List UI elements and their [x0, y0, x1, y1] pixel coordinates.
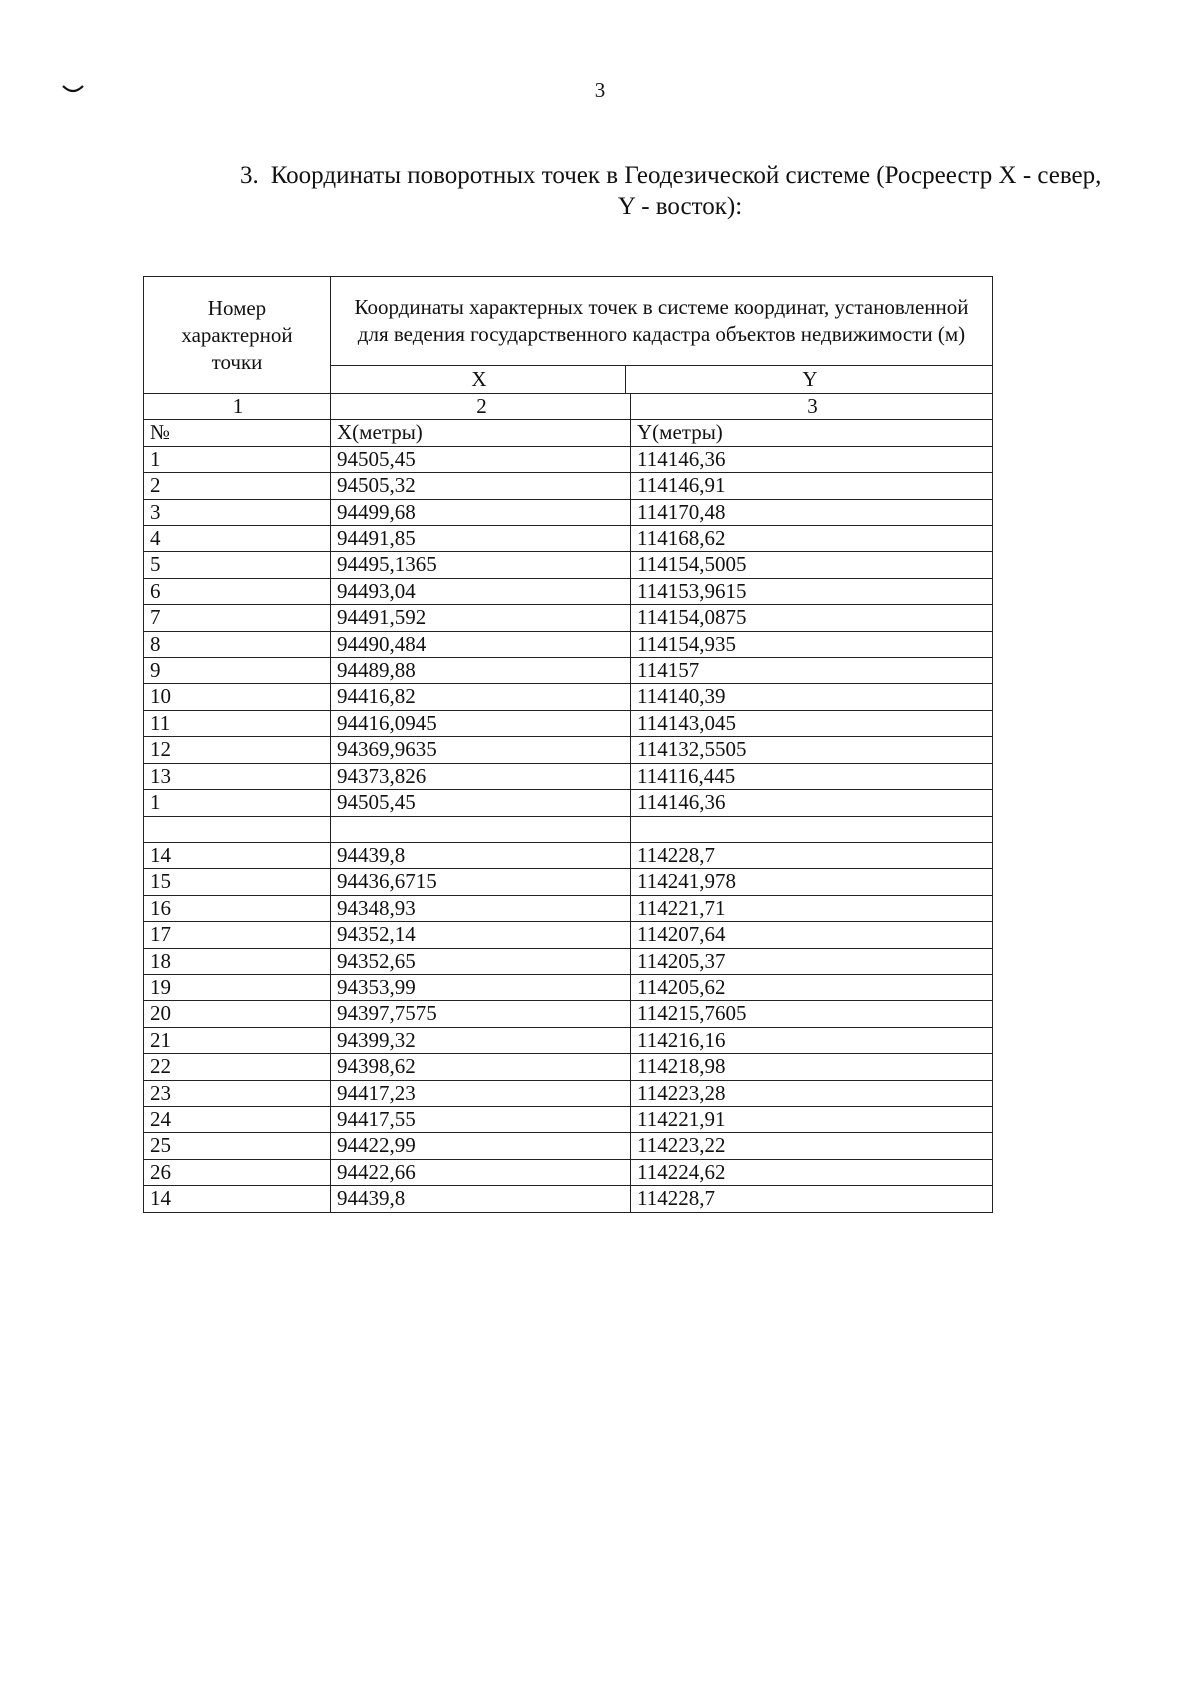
table-row — [144, 1054, 993, 1080]
y-coordinate-cell: 114116,445 — [631, 763, 993, 789]
coordinates-rows — [144, 446, 993, 1212]
x-coordinate-cell: 94353,99 — [331, 974, 631, 1000]
table-row — [144, 658, 993, 684]
table-row — [144, 922, 993, 948]
table-row — [144, 948, 993, 974]
point-number-cell: 24 — [144, 1106, 331, 1132]
section-heading-line1: Координаты поворотных точек в Геодезической системе (Росреестр X - север, — [270, 162, 1102, 189]
table-row — [144, 499, 993, 525]
point-number-cell: 10 — [144, 684, 331, 710]
x-coordinate-cell: 94422,99 — [331, 1133, 631, 1159]
table-row — [144, 446, 993, 472]
y-coordinate-cell: 114228,7 — [631, 842, 993, 868]
table-row — [144, 1001, 993, 1027]
x-coordinate-cell: 94369,9635 — [331, 737, 631, 763]
table-row — [144, 1027, 993, 1053]
section-heading — [240, 160, 1120, 222]
point-number-cell: 17 — [144, 922, 331, 948]
table-row — [144, 1080, 993, 1106]
y-coordinate-cell: 114221,91 — [631, 1106, 993, 1132]
table-row — [144, 631, 993, 657]
point-number-cell: 1 — [144, 790, 331, 816]
point-number-cell: 16 — [144, 895, 331, 921]
column-number-3: 3 — [631, 394, 993, 420]
table-row — [144, 895, 993, 921]
y-coordinate-cell: 114205,37 — [631, 948, 993, 974]
section-heading-line2: Y - восток): — [617, 193, 743, 220]
table-row — [144, 605, 993, 631]
y-coordinate-cell — [631, 816, 993, 842]
table-row — [144, 552, 993, 578]
x-coordinate-cell: 94495,1365 — [331, 552, 631, 578]
y-coordinate-cell: 114170,48 — [631, 499, 993, 525]
x-coordinate-cell: 94499,68 — [331, 499, 631, 525]
coordinates-table — [143, 276, 993, 1213]
x-coordinate-cell: 94399,32 — [331, 1027, 631, 1053]
y-coordinate-cell: 114146,36 — [631, 790, 993, 816]
point-number-cell: 23 — [144, 1080, 331, 1106]
header-point-number: Номер характерной точки — [144, 277, 331, 394]
point-number-cell: 15 — [144, 869, 331, 895]
point-number-cell — [144, 816, 331, 842]
table-row — [144, 1159, 993, 1185]
x-coordinate-cell: 94397,7575 — [331, 1001, 631, 1027]
y-coordinate-cell: 114218,98 — [631, 1054, 993, 1080]
table-row — [144, 974, 993, 1000]
column-number-2: 2 — [331, 394, 631, 420]
point-number-cell: 14 — [144, 1186, 331, 1212]
column-title-y: Y(метры) — [631, 420, 993, 446]
x-coordinate-cell: 94417,23 — [331, 1080, 631, 1106]
y-coordinate-cell: 114228,7 — [631, 1186, 993, 1212]
header-coordinates: Координаты характерных точек в системе координат, установленной для ведения государственного кадастра объектов недвижимости (м) — [331, 277, 993, 366]
table-row — [144, 578, 993, 604]
y-coordinate-cell: 114154,5005 — [631, 552, 993, 578]
x-coordinate-cell: 94436,6715 — [331, 869, 631, 895]
x-coordinate-cell: 94352,65 — [331, 948, 631, 974]
table-row — [144, 790, 993, 816]
table-row — [144, 1133, 993, 1159]
x-coordinate-cell: 94398,62 — [331, 1054, 631, 1080]
point-number-cell: 21 — [144, 1027, 331, 1053]
x-coordinate-cell: 94505,45 — [331, 446, 631, 472]
x-coordinate-cell: 94490,484 — [331, 631, 631, 657]
point-number-cell: 4 — [144, 526, 331, 552]
x-coordinate-cell: 94348,93 — [331, 895, 631, 921]
y-coordinate-cell: 114205,62 — [631, 974, 993, 1000]
y-coordinate-cell: 114154,935 — [631, 631, 993, 657]
y-coordinate-cell: 114223,28 — [631, 1080, 993, 1106]
point-number-cell: 8 — [144, 631, 331, 657]
x-coordinate-cell: 94491,592 — [331, 605, 631, 631]
point-number-cell: 20 — [144, 1001, 331, 1027]
y-coordinate-cell: 114168,62 — [631, 526, 993, 552]
x-coordinate-cell: 94505,32 — [331, 473, 631, 499]
table-row — [144, 1106, 993, 1132]
point-number-cell: 7 — [144, 605, 331, 631]
y-coordinate-cell: 114223,22 — [631, 1133, 993, 1159]
y-coordinate-cell: 114157 — [631, 658, 993, 684]
x-coordinate-cell: 94489,88 — [331, 658, 631, 684]
x-coordinate-cell — [331, 816, 631, 842]
x-coordinate-cell: 94416,0945 — [331, 710, 631, 736]
y-coordinate-cell: 114221,71 — [631, 895, 993, 921]
x-coordinate-cell: 94352,14 — [331, 922, 631, 948]
column-title-x: X(метры) — [331, 420, 631, 446]
y-coordinate-cell: 114146,36 — [631, 446, 993, 472]
table-row — [144, 869, 993, 895]
point-number-cell: 1 — [144, 446, 331, 472]
x-coordinate-cell: 94373,826 — [331, 763, 631, 789]
table-row — [144, 473, 993, 499]
table-row — [144, 1186, 993, 1212]
y-coordinate-cell: 114140,39 — [631, 684, 993, 710]
table-row — [144, 763, 993, 789]
y-coordinate-cell: 114216,16 — [631, 1027, 993, 1053]
table-row — [144, 842, 993, 868]
y-coordinate-cell: 114207,64 — [631, 922, 993, 948]
table-row — [144, 526, 993, 552]
header-y: Y — [626, 366, 993, 394]
point-number-cell: 19 — [144, 974, 331, 1000]
y-coordinate-cell: 114224,62 — [631, 1159, 993, 1185]
x-coordinate-cell: 94417,55 — [331, 1106, 631, 1132]
table-row — [144, 737, 993, 763]
y-coordinate-cell: 114132,5505 — [631, 737, 993, 763]
y-coordinate-cell: 114143,045 — [631, 710, 993, 736]
x-coordinate-cell: 94491,85 — [331, 526, 631, 552]
point-number-cell: 6 — [144, 578, 331, 604]
x-coordinate-cell: 94493,04 — [331, 578, 631, 604]
x-coordinate-cell: 94422,66 — [331, 1159, 631, 1185]
point-number-cell: 14 — [144, 842, 331, 868]
table-row — [144, 684, 993, 710]
y-coordinate-cell: 114241,978 — [631, 869, 993, 895]
point-number-cell: 12 — [144, 737, 331, 763]
y-coordinate-cell: 114153,9615 — [631, 578, 993, 604]
header-x: X — [331, 366, 626, 394]
table-row — [144, 816, 993, 842]
column-number-1: 1 — [144, 394, 331, 420]
x-coordinate-cell: 94505,45 — [331, 790, 631, 816]
point-number-cell: 9 — [144, 658, 331, 684]
column-title-no: № — [144, 420, 331, 446]
point-number-cell: 11 — [144, 710, 331, 736]
point-number-cell: 3 — [144, 499, 331, 525]
point-number-cell: 18 — [144, 948, 331, 974]
y-coordinate-cell: 114146,91 — [631, 473, 993, 499]
y-coordinate-cell: 114215,7605 — [631, 1001, 993, 1027]
point-number-cell: 2 — [144, 473, 331, 499]
section-number: 3. — [240, 162, 259, 189]
table-row — [144, 710, 993, 736]
x-coordinate-cell: 94439,8 — [331, 1186, 631, 1212]
point-number-cell: 13 — [144, 763, 331, 789]
x-coordinate-cell: 94439,8 — [331, 842, 631, 868]
point-number-cell: 5 — [144, 552, 331, 578]
page-number: 3 — [594, 78, 606, 102]
point-number-cell: 25 — [144, 1133, 331, 1159]
point-number-cell: 22 — [144, 1054, 331, 1080]
point-number-cell: 26 — [144, 1159, 331, 1185]
y-coordinate-cell: 114154,0875 — [631, 605, 993, 631]
x-coordinate-cell: 94416,82 — [331, 684, 631, 710]
